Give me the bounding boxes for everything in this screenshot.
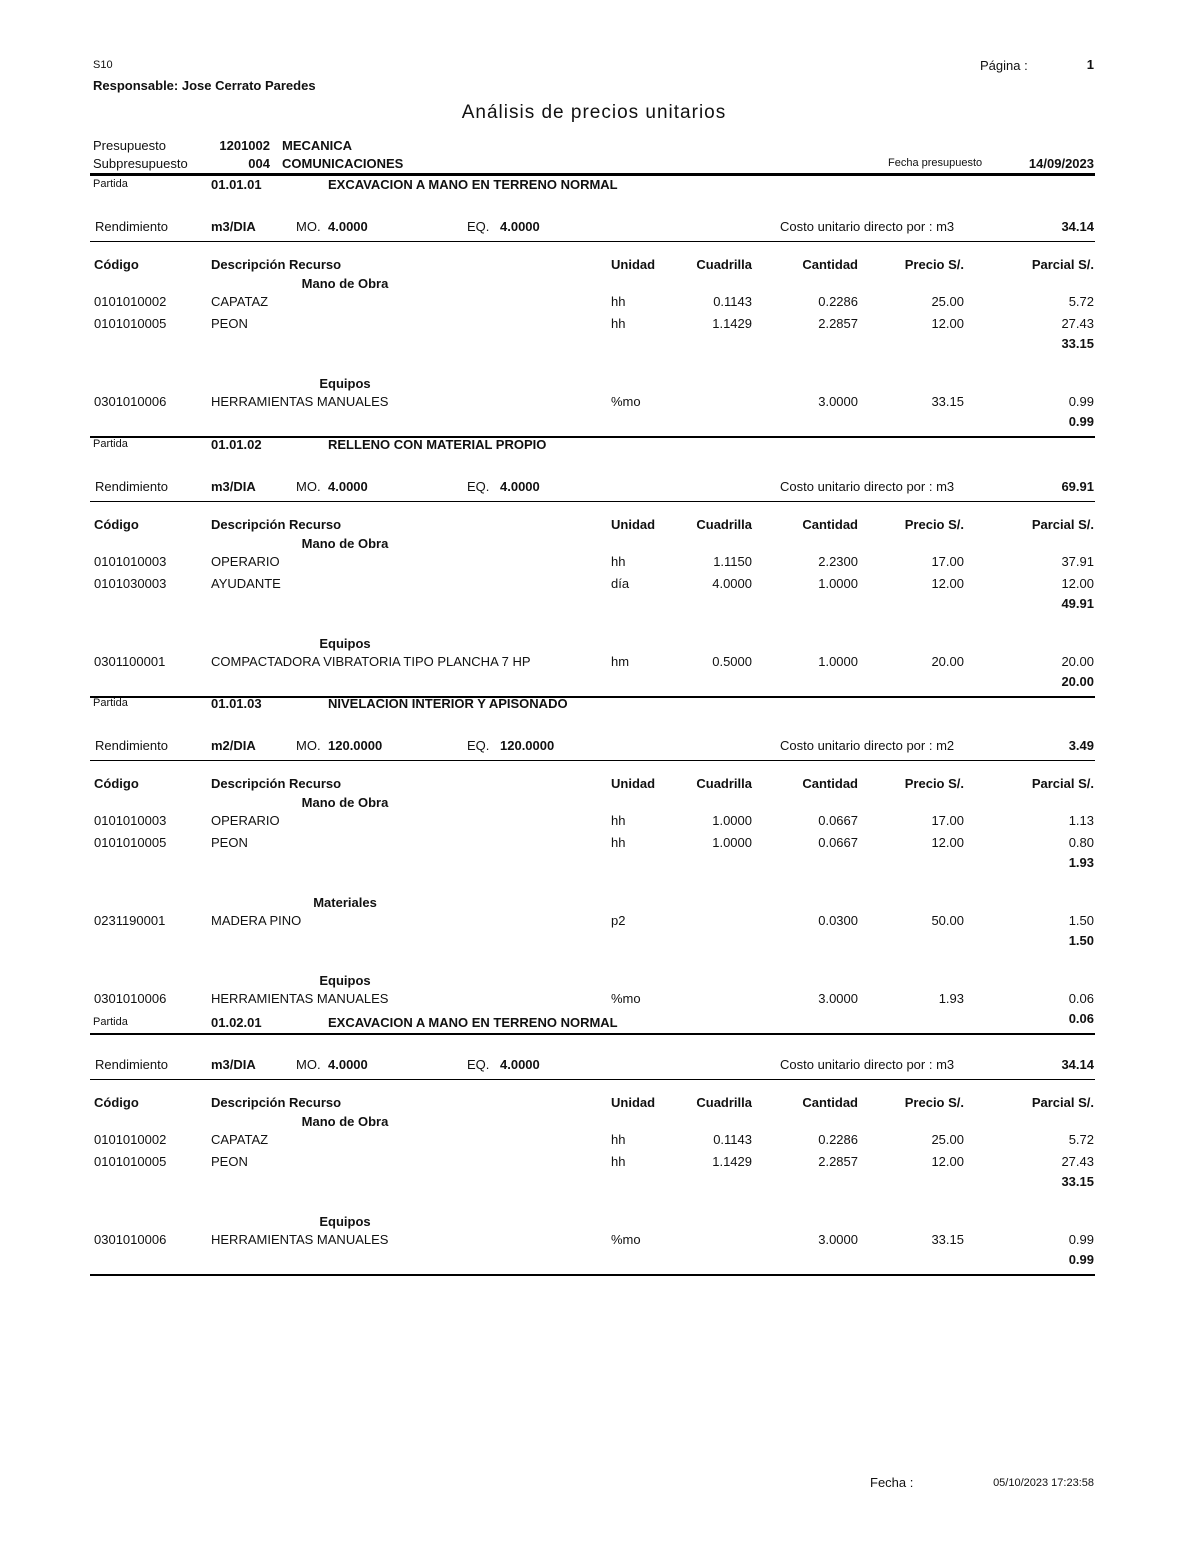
- page-label: Página :: [980, 58, 1028, 73]
- partida-code: 01.02.01: [211, 1015, 262, 1030]
- group-subtotal: 1.93: [1068, 855, 1094, 870]
- rendimiento-label: Rendimiento: [95, 219, 168, 234]
- group-heading: Equipos: [319, 376, 371, 391]
- group-heading: Equipos: [319, 973, 371, 988]
- row-cuadrilla: 1.0000: [712, 835, 752, 850]
- partida-code: 01.01.02: [211, 437, 262, 452]
- row-parcial: 12.00: [1061, 576, 1094, 591]
- row-cuadrilla: 4.0000: [712, 576, 752, 591]
- row-unidad: hh: [611, 1132, 626, 1147]
- presupuesto-label: Presupuesto: [93, 138, 166, 153]
- row-unidad: p2: [611, 913, 626, 928]
- mo-value: 4.0000: [328, 1057, 368, 1072]
- row-codigo: 0101010005: [94, 316, 167, 331]
- row-cantidad: 1.0000: [818, 654, 858, 669]
- row-parcial: 1.13: [1068, 813, 1094, 828]
- partida-divider: [90, 1274, 1095, 1276]
- eq-value: 4.0000: [500, 219, 540, 234]
- col-precio: Precio S/.: [904, 776, 964, 791]
- row-precio: 12.00: [931, 316, 964, 331]
- row-precio: 33.15: [931, 1232, 964, 1247]
- page-number: 1: [1086, 57, 1094, 72]
- col-unidad: Unidad: [611, 1095, 656, 1110]
- row-parcial: 1.50: [1068, 913, 1094, 928]
- mo-label: MO.: [296, 738, 321, 753]
- row-codigo: 0301100001: [94, 654, 166, 669]
- row-parcial: 5.72: [1068, 294, 1094, 309]
- col-codigo: Código: [94, 776, 139, 791]
- partida-code: 01.01.01: [211, 177, 262, 192]
- row-descripcion: PEON: [211, 1154, 248, 1169]
- mo-value: 120.0000: [328, 738, 383, 753]
- costo-unitario-label: [780, 738, 954, 753]
- row-parcial: 0.06: [1068, 991, 1094, 1006]
- mo-label: MO.: [296, 479, 321, 494]
- row-codigo: 0301010006: [94, 394, 167, 409]
- rendimiento-unit: m3/DIA: [211, 479, 256, 494]
- partida-section: [0, 177, 1200, 429]
- row-precio: 20.00: [931, 654, 964, 669]
- group-subtotal: 0.99: [1068, 1252, 1094, 1267]
- presupuesto-code: 1201002: [219, 138, 270, 153]
- row-precio: 12.00: [931, 576, 964, 591]
- row-cuadrilla: 1.1429: [712, 1154, 752, 1169]
- row-unidad: %mo: [611, 1232, 641, 1247]
- col-cuadrilla: Cuadrilla: [696, 257, 752, 272]
- row-precio: 1.93: [938, 991, 964, 1006]
- col-parcial: Parcial S/.: [1031, 776, 1094, 791]
- row-parcial: 27.43: [1061, 316, 1094, 331]
- group-subtotal: 1.50: [1068, 933, 1094, 948]
- col-precio: Precio S/.: [904, 257, 964, 272]
- subpresupuesto-code: 004: [248, 156, 270, 171]
- row-precio: 25.00: [931, 1132, 964, 1147]
- rendimiento-unit: m2/DIA: [211, 738, 256, 753]
- group-heading: Mano de Obra: [301, 536, 389, 551]
- row-descripcion: COMPACTADORA VIBRATORIA TIPO PLANCHA 7 HP: [211, 654, 531, 669]
- col-descripcion: Descripción Recurso: [211, 776, 342, 791]
- costo-label: Costo unitario directo por :: [780, 738, 933, 753]
- row-precio: 50.00: [931, 913, 964, 928]
- row-unidad: hh: [611, 294, 626, 309]
- eq-label: EQ.: [467, 219, 490, 234]
- costo-unitario-label: [780, 1057, 954, 1072]
- col-cantidad: Cantidad: [802, 257, 858, 272]
- col-unidad: Unidad: [611, 257, 656, 272]
- partida-name: EXCAVACION A MANO EN TERRENO NORMAL: [328, 177, 618, 192]
- rendimiento-label: Rendimiento: [95, 738, 168, 753]
- group-heading: Equipos: [319, 1214, 371, 1229]
- row-cantidad: 2.2857: [818, 1154, 858, 1169]
- col-unidad: Unidad: [611, 517, 656, 532]
- group-subtotal: 33.15: [1061, 336, 1094, 351]
- row-cuadrilla: 0.1143: [713, 1132, 752, 1147]
- row-cuadrilla: 0.5000: [712, 654, 752, 669]
- col-precio: Precio S/.: [904, 1095, 964, 1110]
- mo-label: MO.: [296, 1057, 321, 1072]
- row-codigo: 0101010002: [94, 294, 167, 309]
- col-parcial: Parcial S/.: [1031, 1095, 1094, 1110]
- subpresupuesto-name: COMUNICACIONES: [282, 156, 404, 171]
- group-subtotal: 20.00: [1061, 674, 1094, 689]
- partida-label: Partida: [93, 438, 128, 450]
- row-parcial: 37.91: [1061, 554, 1094, 569]
- costo-unitario-label: [780, 479, 954, 494]
- eq-label: EQ.: [467, 479, 490, 494]
- group-heading: Mano de Obra: [301, 1114, 389, 1129]
- row-descripcion: CAPATAZ: [211, 1132, 269, 1147]
- col-descripcion: Descripción Recurso: [211, 1095, 342, 1110]
- row-descripcion: OPERARIO: [211, 813, 280, 828]
- rendimiento-divider: [90, 760, 1095, 761]
- row-descripcion: HERRAMIENTAS MANUALES: [211, 1232, 389, 1247]
- col-precio: Precio S/.: [904, 517, 964, 532]
- row-codigo: 0301010006: [94, 991, 167, 1006]
- page-title: Análisis de precios unitarios: [461, 102, 727, 123]
- row-unidad: hh: [611, 316, 626, 331]
- costo-unit: m3: [936, 479, 955, 494]
- mo-value: 4.0000: [328, 219, 368, 234]
- row-precio: 25.00: [931, 294, 964, 309]
- table-row: [0, 913, 1200, 931]
- row-unidad: hh: [611, 813, 626, 828]
- row-unidad: %mo: [611, 991, 641, 1006]
- col-cuadrilla: Cuadrilla: [696, 1095, 752, 1110]
- partida-section: [0, 437, 1200, 689]
- row-precio: 17.00: [931, 554, 964, 569]
- group-subtotal: 49.91: [1061, 596, 1094, 611]
- row-precio: 17.00: [931, 813, 964, 828]
- row-cuadrilla: 1.1429: [712, 316, 752, 331]
- row-descripcion: PEON: [211, 316, 248, 331]
- partida-label: Partida: [93, 697, 128, 709]
- row-cantidad: 0.0667: [818, 835, 858, 850]
- group-subtotal: 0.99: [1068, 414, 1094, 429]
- row-codigo: 0101010003: [94, 813, 167, 828]
- row-descripcion: CAPATAZ: [211, 294, 269, 309]
- system-name: S10: [93, 59, 113, 71]
- group-heading: Mano de Obra: [301, 795, 389, 810]
- rendimiento-divider: [90, 241, 1095, 242]
- costo-unit: m3: [936, 219, 955, 234]
- row-descripcion: PEON: [211, 835, 248, 850]
- table-row: [0, 991, 1200, 1009]
- costo-unitario-label: [780, 219, 954, 234]
- group-subtotal: 33.15: [1061, 1174, 1094, 1189]
- row-descripcion: OPERARIO: [211, 554, 280, 569]
- row-cuadrilla: 1.1150: [713, 554, 752, 569]
- costo-unit: m2: [936, 738, 955, 753]
- row-codigo: 0101010003: [94, 554, 167, 569]
- col-codigo: Código: [94, 517, 139, 532]
- col-cantidad: Cantidad: [802, 1095, 858, 1110]
- row-cantidad: 3.0000: [818, 394, 858, 409]
- costo-unitario-value: 69.91: [1061, 479, 1094, 494]
- rendimiento-label: Rendimiento: [95, 1057, 168, 1072]
- col-cuadrilla: Cuadrilla: [696, 517, 752, 532]
- col-parcial: Parcial S/.: [1031, 257, 1094, 272]
- group-heading: Equipos: [319, 636, 371, 651]
- group-heading: Mano de Obra: [301, 276, 389, 291]
- row-unidad: %mo: [611, 394, 641, 409]
- col-cuadrilla: Cuadrilla: [696, 776, 752, 791]
- col-descripcion: Descripción Recurso: [211, 517, 342, 532]
- rendimiento-unit: m3/DIA: [211, 1057, 256, 1072]
- costo-unit: m3: [936, 1057, 955, 1072]
- table-row: [0, 1154, 1200, 1172]
- row-parcial: 0.99: [1068, 394, 1094, 409]
- row-cantidad: 3.0000: [818, 991, 858, 1006]
- col-codigo: Código: [94, 1095, 139, 1110]
- row-cuadrilla: 0.1143: [713, 294, 752, 309]
- col-codigo: Código: [94, 257, 139, 272]
- row-cantidad: 0.0300: [818, 913, 858, 928]
- col-descripcion: Descripción Recurso: [211, 257, 342, 272]
- row-descripcion: AYUDANTE: [211, 576, 281, 591]
- rendimiento-label: Rendimiento: [95, 479, 168, 494]
- row-unidad: hm: [611, 654, 630, 669]
- row-descripcion: HERRAMIENTAS MANUALES: [211, 394, 389, 409]
- row-unidad: día: [611, 576, 630, 591]
- group-heading: Materiales: [313, 895, 377, 910]
- table-row: [0, 294, 1200, 312]
- table-row: [0, 654, 1200, 672]
- col-unidad: Unidad: [611, 776, 656, 791]
- row-cantidad: 2.2300: [818, 554, 858, 569]
- row-cantidad: 1.0000: [818, 576, 858, 591]
- row-cantidad: 0.2286: [818, 1132, 858, 1147]
- mo-label: MO.: [296, 219, 321, 234]
- row-cantidad: 2.2857: [818, 316, 858, 331]
- responsable-line: [93, 78, 316, 93]
- eq-value: 4.0000: [500, 479, 540, 494]
- mo-value: 4.0000: [328, 479, 368, 494]
- row-codigo: 0231190001: [94, 913, 166, 928]
- row-codigo: 0101030003: [94, 576, 167, 591]
- row-unidad: hh: [611, 835, 626, 850]
- header-divider: [90, 173, 1095, 176]
- rendimiento-divider: [90, 1079, 1095, 1080]
- row-descripcion: HERRAMIENTAS MANUALES: [211, 991, 389, 1006]
- row-cantidad: 0.0667: [818, 813, 858, 828]
- table-row: [0, 813, 1200, 831]
- table-row: [0, 576, 1200, 594]
- partida-label: Partida: [93, 1016, 128, 1028]
- partida-code: 01.01.03: [211, 696, 262, 711]
- partida-name: NIVELACION INTERIOR Y APISONADO: [328, 696, 568, 711]
- row-codigo: 0101010005: [94, 1154, 167, 1169]
- row-parcial: 20.00: [1061, 654, 1094, 669]
- subpresupuesto-label: Subpresupuesto: [93, 156, 188, 171]
- row-precio: 12.00: [931, 1154, 964, 1169]
- footer-fecha: 05/10/2023 17:23:58: [993, 1477, 1094, 1489]
- costo-unitario-value: 3.49: [1068, 738, 1094, 753]
- table-row: [0, 1232, 1200, 1250]
- col-cantidad: Cantidad: [802, 776, 858, 791]
- col-cantidad: Cantidad: [802, 517, 858, 532]
- presupuesto-name: MECANICA: [282, 138, 353, 153]
- col-parcial: Parcial S/.: [1031, 517, 1094, 532]
- costo-unitario-value: 34.14: [1061, 1057, 1094, 1072]
- rendimiento-unit: m3/DIA: [211, 219, 256, 234]
- fecha-presupuesto-label: Fecha presupuesto: [888, 157, 983, 169]
- responsable-label: Responsable:: [93, 78, 179, 93]
- row-descripcion: MADERA PINO: [211, 913, 302, 928]
- footer-fecha-label: Fecha :: [870, 1475, 914, 1490]
- costo-label: Costo unitario directo por :: [780, 1057, 933, 1072]
- eq-label: EQ.: [467, 1057, 490, 1072]
- row-cantidad: 3.0000: [818, 1232, 858, 1247]
- row-parcial: 0.80: [1068, 835, 1094, 850]
- fecha-presupuesto: 14/09/2023: [1028, 156, 1094, 171]
- responsable-name: Jose Cerrato Paredes: [181, 78, 316, 93]
- row-parcial: 27.43: [1061, 1154, 1094, 1169]
- table-row: [0, 394, 1200, 412]
- row-unidad: hh: [611, 1154, 626, 1169]
- partida-divider: [90, 1033, 1095, 1035]
- costo-label: Costo unitario directo por :: [780, 219, 933, 234]
- row-codigo: 0101010002: [94, 1132, 167, 1147]
- eq-value: 120.0000: [500, 738, 555, 753]
- eq-label: EQ.: [467, 738, 490, 753]
- row-parcial: 5.72: [1068, 1132, 1094, 1147]
- costo-label: Costo unitario directo por :: [780, 479, 933, 494]
- table-row: [0, 1132, 1200, 1150]
- table-row: [0, 316, 1200, 334]
- row-cantidad: 0.2286: [818, 294, 858, 309]
- rendimiento-divider: [90, 501, 1095, 502]
- row-cuadrilla: 1.0000: [712, 813, 752, 828]
- table-row: [0, 554, 1200, 572]
- group-subtotal: 0.06: [1068, 1011, 1094, 1026]
- row-unidad: hh: [611, 554, 626, 569]
- partida-label: Partida: [93, 178, 128, 190]
- row-codigo: 0301010006: [94, 1232, 167, 1247]
- costo-unitario-value: 34.14: [1061, 219, 1094, 234]
- row-parcial: 0.99: [1068, 1232, 1094, 1247]
- row-precio: 12.00: [931, 835, 964, 850]
- row-precio: 33.15: [931, 394, 964, 409]
- partida-name: RELLENO CON MATERIAL PROPIO: [328, 437, 547, 452]
- partida-section: [0, 1015, 1200, 1267]
- row-codigo: 0101010005: [94, 835, 167, 850]
- table-row: [0, 835, 1200, 853]
- eq-value: 4.0000: [500, 1057, 540, 1072]
- partida-name: EXCAVACION A MANO EN TERRENO NORMAL: [328, 1015, 618, 1030]
